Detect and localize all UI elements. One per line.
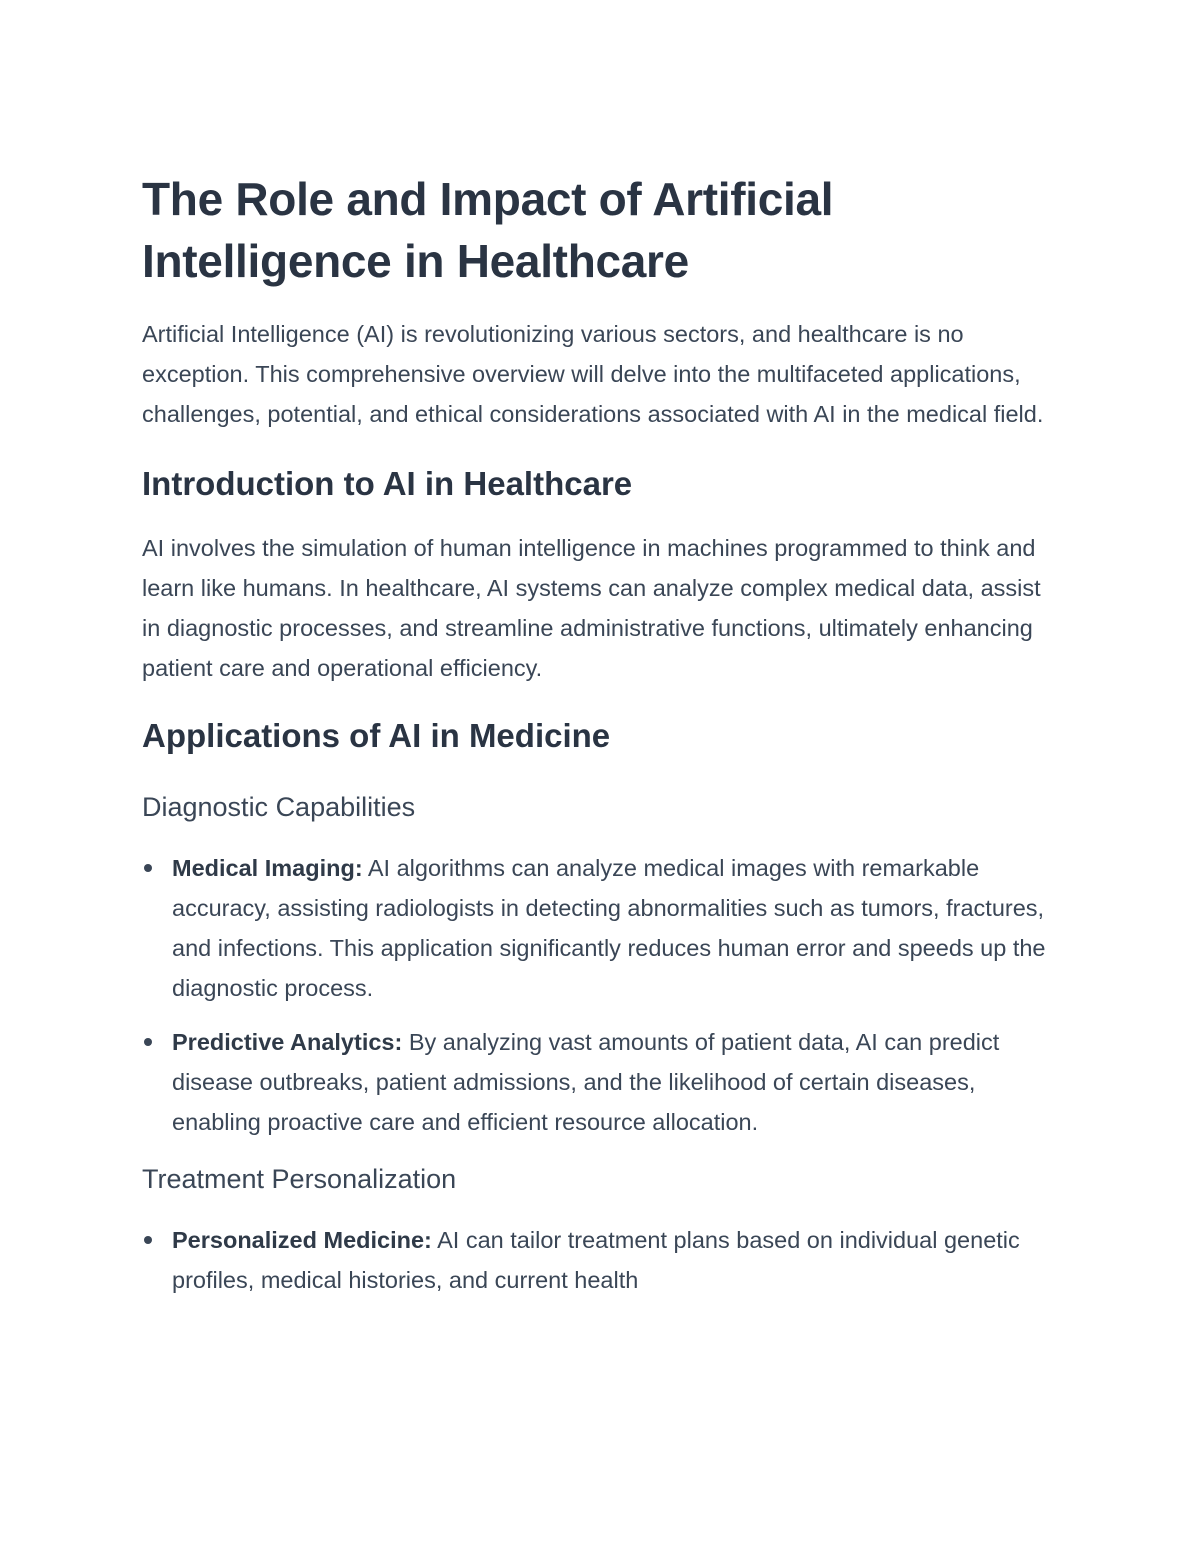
list-item-text: AI can tailor treatment plans based on individual genetic profiles, medical histories, and current health [172, 1227, 1020, 1293]
section-heading-introduction: Introduction to AI in Healthcare [142, 465, 633, 502]
list-item [142, 1220, 1062, 1300]
intro-paragraph: Artificial Intelligence (AI) is revolutionizing various sectors, and healthcare is no exception. This comprehensive overview will delve into the multifaceted applications, challenges, potential, and ethical considerations associated with AI in the medical field. [142, 321, 1044, 427]
list-item-term: Medical Imaging: [172, 855, 363, 881]
bullet-icon [144, 1038, 152, 1046]
subsection-heading-diagnostic: Diagnostic Capabilities [142, 792, 416, 822]
list-item [142, 1022, 1062, 1142]
list-item-term: Predictive Analytics: [172, 1029, 403, 1055]
bullet-icon [144, 1236, 152, 1244]
section-body-introduction: AI involves the simulation of human intelligence in machines programmed to think and learn like humans. In healthcare, AI systems can analyze complex medical data, assist in diagnostic processes, and streamline administrative functions, ultimately enhancing patient care and operational efficiency. [142, 535, 1041, 681]
document-title: The Role and Impact of Artificial Intelligence in Healthcare [142, 173, 834, 287]
list-item-text: By analyzing vast amounts of patient data, AI can predict disease outbreaks, patient admissions, and the likelihood of certain diseases, enabling proactive care and efficient resource allocation. [172, 1029, 1000, 1135]
subsection-heading-treatment: Treatment Personalization [142, 1164, 457, 1194]
list-item-text: AI algorithms can analyze medical images with remarkable accuracy, assisting radiologists in detecting abnormalities such as tumors, fractures, and infections. This application significantly reduces human error and speeds up the diagnostic process. [172, 855, 1046, 1001]
section-heading-applications: Applications of AI in Medicine [142, 717, 611, 754]
diagnostic-list [142, 848, 1062, 1142]
list-item-term: Personalized Medicine: [172, 1227, 432, 1253]
treatment-list [142, 1220, 1062, 1300]
list-item [142, 848, 1062, 1008]
bullet-icon [144, 864, 152, 872]
document-page [142, 168, 1062, 1314]
